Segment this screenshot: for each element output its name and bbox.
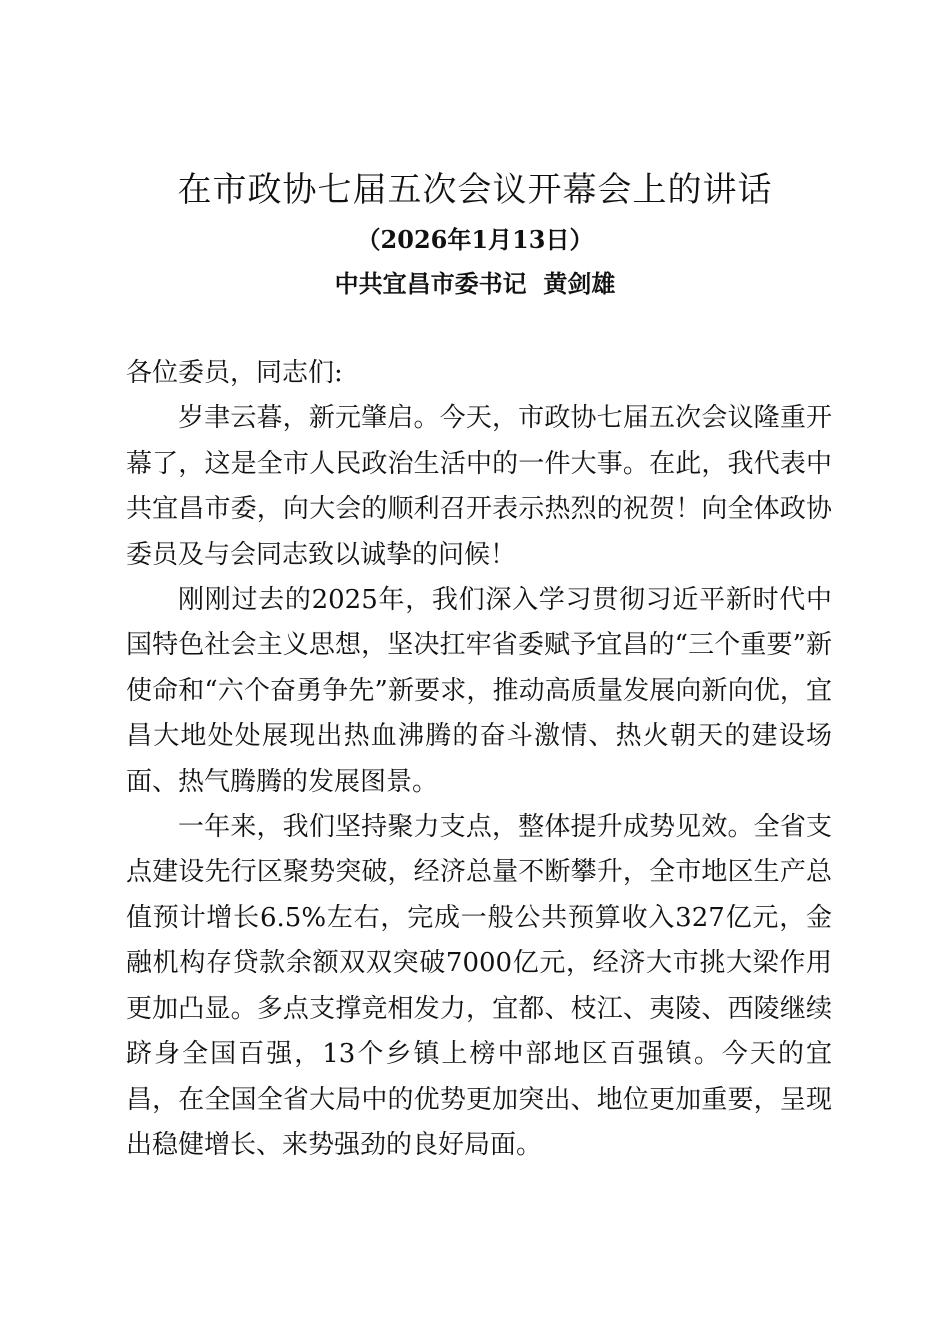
speaker-byline: 中共宜昌市委书记 黄剑雄 [334, 269, 616, 298]
speech-body [126, 351, 832, 1168]
paragraph-2: 刚刚过去的2025年，我们深入学习贯彻习近平新时代中国特色社会主义思想，坚决扛牢省委赋予宜昌的“三个重要”新使命和“六个奋勇争先”新要求，推动高质量发展向新向优，宜昌大地处处展现出热血沸腾的奋斗激情、热火朝天的建设场面、热气腾腾的发展图景。 [126, 585, 832, 797]
paragraph-3: 一年来，我们坚持聚力支点，整体提升成势见效。全省支点建设先行区聚势突破，经济总量不断攀升，全市地区生产总值预计增长6.5%左右，完成一般公共预算收入327亿元，金融机构存贷款余额双双突破7000亿元，经济大市挑大梁作用更加凸显。多点支撑竞相发力，宜都、枝江、夷陵、西陵继续跻身全国百强，13个乡镇上榜中部地区百强镇。今天的宜昌，在全国全省大局中的优势更加突出、地位更加重要，呈现出稳健增长、来势强劲的良好局面。 [126, 812, 832, 1160]
paragraph-1: 岁聿云暮，新元肇启。今天，市政协七届五次会议隆重开幕了，这是全市人民政治生活中的一件大事。在此，我代表中共宜昌市委，向大会的顺利召开表示热烈的祝贺！向全体政协委员及与会同志致以诚挚的问候！ [126, 403, 832, 570]
document-title: 在市政协七届五次会议开幕会上的讲话 [177, 170, 773, 210]
speech-date: （2026年1月13日） [356, 225, 594, 254]
salutation: 各位委员，同志们: [126, 358, 343, 388]
